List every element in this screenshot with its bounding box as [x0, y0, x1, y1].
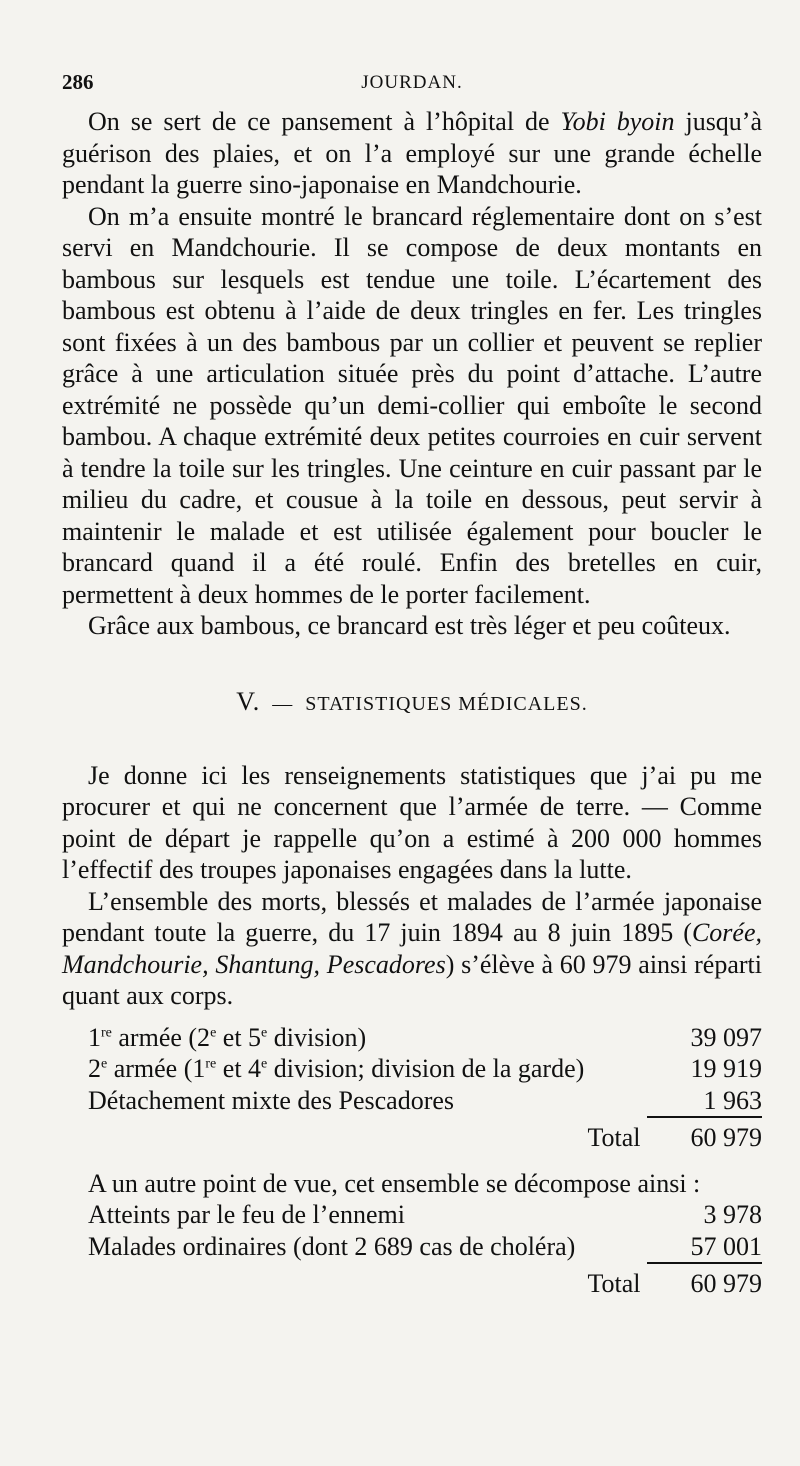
p1-italic: Yobi byoin	[560, 107, 675, 136]
paragraph-3: Grâce aux bambous, ce brancard est très léger et peu coûteux.	[88, 611, 731, 640]
total-label: Total	[587, 1123, 641, 1152]
paragraph-6: A un autre point de vue, cet ensemble se décompose ainsi :	[88, 1168, 701, 1198]
row-value: 1 963	[703, 1085, 762, 1115]
table-row	[62, 1053, 762, 1085]
table-causes	[62, 1199, 762, 1300]
row-value: 57 001	[690, 1231, 762, 1261]
paragraph-1	[62, 106, 762, 201]
paragraph-4: Je donne ici les renseignements statistiques que j’ai pu me procurer et qui ne concernent que l’armée de terre. — Comme point de départ je rappelle qu’on a estimé à 200 000 hommes l’effectif des troupes japonaises engagées dans la lutte.	[62, 760, 762, 884]
sum-rule	[647, 1262, 762, 1264]
table-row	[62, 1231, 762, 1263]
row-value: 3 978	[703, 1200, 762, 1229]
total-value: 60 979	[690, 1269, 762, 1298]
section-dash: —	[272, 692, 294, 715]
paragraph-2: On m’a ensuite montré le brancard réglementaire dont on s’est servi en Mandchourie. Il se compose de deux montants en bambous sur lesquels est tendue une toile. L’écartement des bambous est obtenu à l’aide de deux tringles en fer. Les tringles sont fixées à un des bambous par un collier et peuvent se replier grâce à une articulation située près du point d’attache. L’autre extrémité ne possède qu’un demi-collier qui emboîte le second bambou. A chaque extrémité deux petites courroies en cuir servent à tendre la toile sur les tringles. Une ceinture en cuir passant par le milieu du cadre, et cousue à la toile en dessous, peut servir à maintenir le malade et est utilisée également pour boucler le brancard quand il a été roulé. Enfin des bretelles en cuir, permettent à deux hommes de le porter facilement.	[62, 201, 762, 609]
table-corps	[62, 1022, 762, 1154]
p1-text-a: On se sert de ce pansement à l’hôpital de	[88, 107, 561, 136]
section-heading: STATISTIQUES MÉDICALES.	[305, 692, 588, 715]
row-label: 1re armée (2e et 5e division)	[88, 1022, 367, 1052]
page-number: 286	[62, 70, 94, 94]
p5-italic: Corée, Mandchourie, Shantung, Pescadores	[62, 918, 762, 979]
row-label: 2e armée (1re et 4e division; division de la garde)	[88, 1054, 585, 1083]
body-text	[62, 106, 762, 1300]
row-value: 39 097	[690, 1022, 762, 1052]
row-label: Malades ordinaires (dont 2 689 cas de choléra)	[88, 1231, 576, 1261]
p5-text-c: ) s’élève à 60 979 ainsi réparti quant aux corps.	[62, 949, 762, 1010]
running-head: JOURDAN.	[361, 72, 463, 93]
total-row	[62, 1122, 762, 1154]
total-value: 60 979	[690, 1123, 762, 1152]
table-row	[62, 1085, 762, 1117]
row-value: 19 919	[690, 1054, 762, 1083]
paragraph-5	[62, 886, 762, 1012]
row-label: Atteints par le feu de l’ennemi	[88, 1200, 405, 1229]
sum-rule	[647, 1116, 762, 1118]
p1-text-c: jusqu’à guérison des plaies, et on l’a employé sur une grande échelle pendant la guerre sino-japonaise en Mandchourie.	[62, 107, 763, 199]
section-number: V.	[236, 686, 261, 716]
p5-text-a: L’ensemble des morts, blessés et malades de l’armée japonaise pendant toute la guerre, du 17 juin 1894 au 8 juin 1895 (	[62, 886, 762, 947]
table-row	[62, 1199, 762, 1231]
total-label: Total	[587, 1269, 641, 1298]
section-title	[62, 686, 762, 720]
table-row	[62, 1022, 762, 1054]
page-header	[62, 70, 762, 100]
row-label: Détachement mixte des Pescadores	[88, 1085, 455, 1115]
total-row	[62, 1268, 762, 1300]
